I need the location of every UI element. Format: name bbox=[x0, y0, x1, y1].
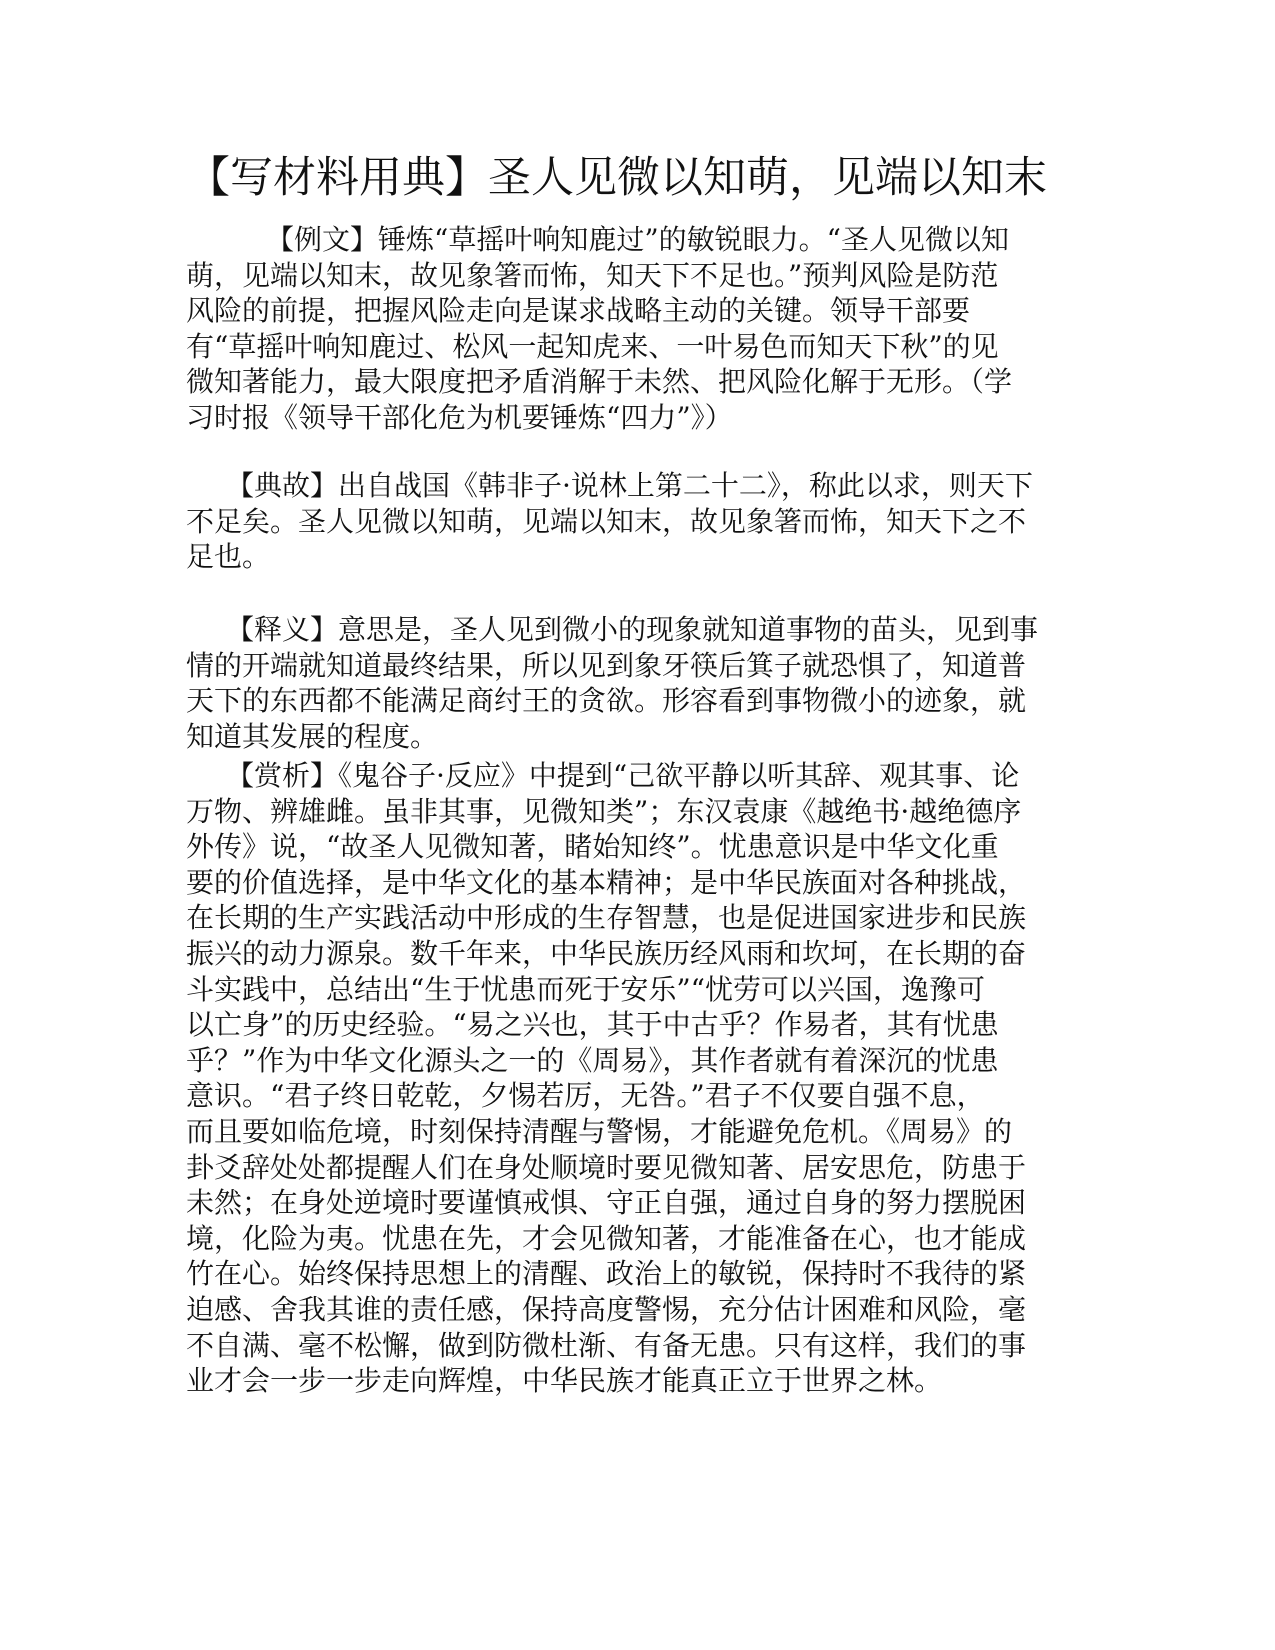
paragraph-line: 微知著能力，最大限度把矛盾消解于未然、把风险化解于无形。（学 bbox=[186, 365, 1013, 399]
paragraph-line: 【释义】意思是，圣人见到微小的现象就知道事物的苗头，见到事 bbox=[226, 613, 1039, 646]
paragraph-line: 不足矣。圣人见微以知萌，见端以知末，故见象箸而怖，知天下之不 bbox=[186, 504, 1027, 538]
paragraph-line: 意识。“君子终日乾乾，夕惕若厉，无咎。”君子不仅要自强不息， bbox=[186, 1079, 985, 1113]
paragraph-line: 在长期的生产实践活动中形成的生存智慧，也是促进国家进步和民族 bbox=[186, 901, 1027, 935]
paragraph-line: 乎？”作为中华文化源头之一的《周易》，其作者就有着深沉的忧患 bbox=[186, 1043, 999, 1077]
paragraph-line: 足也。 bbox=[186, 540, 271, 574]
paragraph-line: 迫感、舍我其谁的责任感，保持高度警惕，充分估计困难和风险，毫 bbox=[186, 1292, 1027, 1326]
paragraph-line: 振兴的动力源泉。数千年来，中华民族历经风雨和坎坷，在长期的奋 bbox=[186, 936, 1027, 970]
paragraph-line: 知道其发展的程度。 bbox=[186, 719, 439, 753]
paragraph-line: 外传》说，“故圣人见微知著，睹始知终”。忧患意识是中华文化重 bbox=[186, 830, 999, 864]
paragraph-line: 斗实践中，总结出“生于忧患而死于安乐”“忧劳可以兴国，逸豫可 bbox=[186, 972, 985, 1006]
paragraph-line: 要的价值选择，是中华文化的基本精神；是中华民族面对各种挑战， bbox=[186, 865, 1027, 899]
paragraph-line: 【典故】出自战国《韩非子·说林上第二十二》，称此以求，则天下 bbox=[226, 469, 1033, 502]
document-title: 【写材料用典】圣人见微以知萌，见端以知末 bbox=[187, 153, 1047, 203]
paragraph-allusion bbox=[186, 468, 1086, 575]
paragraph-line: 【例文】锤炼“草摇叶响知鹿过”的敏锐眼力。“圣人见微以知 bbox=[266, 223, 1009, 256]
paragraph-line: 习时报《领导干部化危为机要锤炼“四力”》） bbox=[186, 400, 733, 434]
paragraph-line: 风险的前提，把握风险走向是谋求战略主动的关键。领导干部要 bbox=[186, 294, 971, 328]
paragraph-meaning bbox=[186, 612, 1086, 754]
paragraph-line: 以亡身”的历史经验。“易之兴也，其于中古乎？作易者，其有忧患 bbox=[186, 1008, 999, 1042]
paragraph-line: 情的开端就知道最终结果，所以见到象牙筷后箕子就恐惧了，知道普 bbox=[186, 648, 1027, 682]
paragraph-line: 万物、辨雄雌。虽非其事，见微知类”；东汉袁康《越绝书·越绝德序 bbox=[186, 794, 1022, 828]
paragraph-line: 有“草摇叶响知鹿过、松风一起知虎来、一叶易色而知天下秋”的见 bbox=[186, 329, 999, 363]
paragraph-line: 卦爻辞处处都提醒人们在身处顺境时要见微知著、居安思危，防患于 bbox=[186, 1150, 1027, 1184]
paragraph-line: 【赏析】《鬼谷子·反应》中提到“己欲平静以听其辞、观其事、论 bbox=[226, 759, 1020, 792]
paragraph-line: 天下的东西都不能满足商纣王的贪欲。形容看到事物微小的迹象，就 bbox=[186, 684, 1027, 718]
paragraph-line: 竹在心。始终保持思想上的清醒、政治上的敏锐，保持时不我待的紧 bbox=[186, 1257, 1027, 1291]
paragraph-line: 境，化险为夷。忧患在先，才会见微知著，才能准备在心，也才能成 bbox=[186, 1221, 1027, 1255]
paragraph-line: 萌，见端以知末，故见象箸而怖，知天下不足也。”预判风险是防范 bbox=[186, 258, 999, 292]
paragraph-appreciation bbox=[186, 758, 1086, 1399]
paragraph-line: 而且要如临危境，时刻保持清醒与警惕，才能避免危机。《周易》的 bbox=[186, 1114, 1013, 1148]
paragraph-example bbox=[186, 222, 1086, 436]
paragraph-line: 不自满、毫不松懈，做到防微杜渐、有备无患。只有这样，我们的事 bbox=[186, 1328, 1027, 1362]
paragraph-line: 未然；在身处逆境时要谨慎戒惧、守正自强，通过自身的努力摆脱困 bbox=[186, 1186, 1027, 1220]
paragraph-line: 业才会一步一步走向辉煌，中华民族才能真正立于世界之林。 bbox=[186, 1364, 943, 1398]
